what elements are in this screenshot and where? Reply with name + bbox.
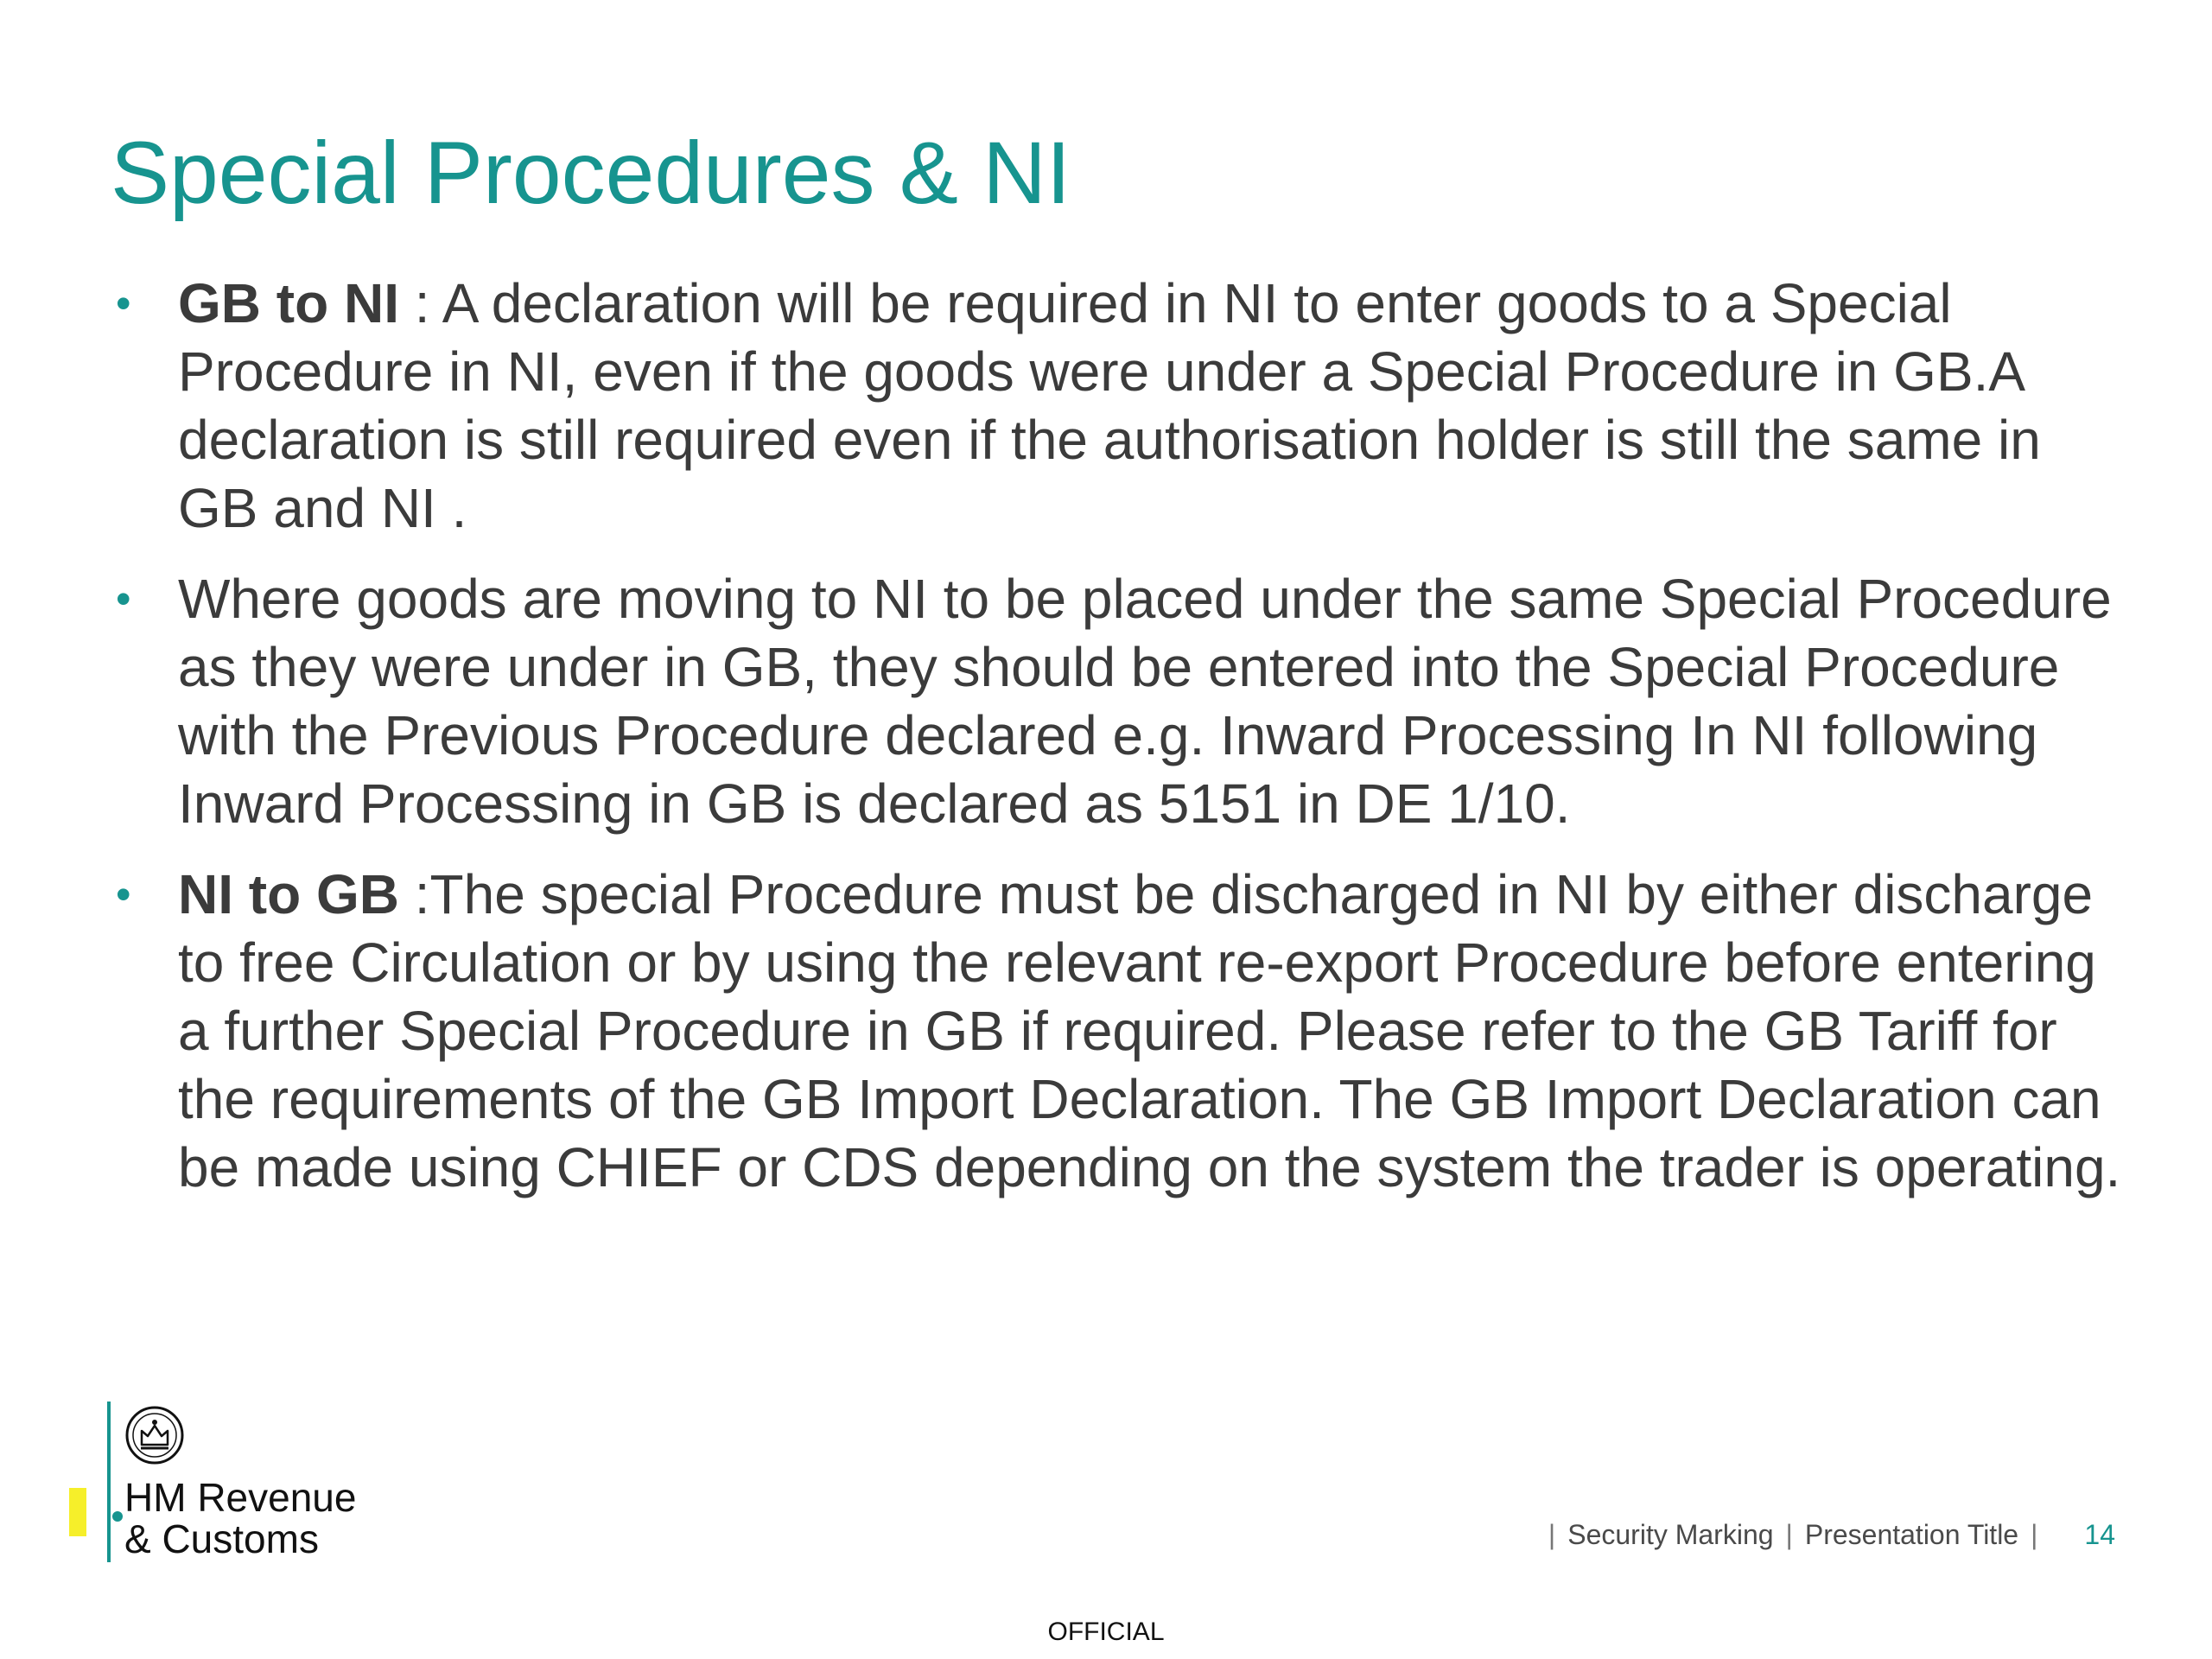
footer-separator: | [1548,1519,1556,1550]
bullet-list [111,270,2124,1202]
slide-title: Special Procedures & NI [111,124,1071,222]
bullet-text: : A declaration will be required in NI to enter goods to a Special Procedure in NI, even if the goods were under a Special Procedure in GB.A declaration is still required even if the authorisation holder is still the same in GB and NI . [178,272,2041,539]
bullet-item-gb-to-ni [111,270,2124,543]
page-number: 14 [2084,1519,2115,1550]
logo-text-line2: & Customs [124,1516,319,1561]
slide-footer [1536,1519,2115,1551]
bullet-lead: GB to NI [178,272,399,334]
footer-separator: | [2031,1519,2038,1550]
logo-text-line1: HM Revenue [124,1475,357,1520]
footer-security-marking: Security Marking [1567,1519,1774,1550]
logo-accent-dot [112,1511,123,1522]
classification-label: OFFICIAL [1047,1618,1165,1646]
hmrc-logo [107,1402,384,1566]
yellow-highlight-mark [69,1488,86,1536]
bullet-item-same-procedure [111,565,2124,838]
footer-presentation-title: Presentation Title [1804,1519,2019,1550]
bullet-item-ni-to-gb [111,861,2124,1202]
bullet-lead: NI to GB [178,863,399,925]
bullet-icon: • [116,870,131,918]
logo-accent-bar [107,1402,111,1562]
bullet-text: Where goods are moving to NI to be placed under the same Special Procedure as they were under in GB, they should be entered into the Special Procedure with the Previous Procedure declared e.g. Inward Processing In NI following Inward Processing in GB is declared as 5151 in DE 1/10. [178,568,2112,835]
bullet-icon: • [116,279,131,327]
bullet-text: :The special Procedure must be discharged in NI by either discharge to free Circulation or by using the relevant re-export Procedure before entering a further Special Procedure in GB if required. Please refer to the GB Tariff for the requirements of the GB Import Declaration. The GB Import Declaration can be made using CHIEF or CDS depending on the system the trader is operating. [178,863,2121,1198]
crown-crest-icon [124,1405,185,1465]
bullet-icon: • [116,575,131,623]
footer-separator: | [1785,1519,1793,1550]
